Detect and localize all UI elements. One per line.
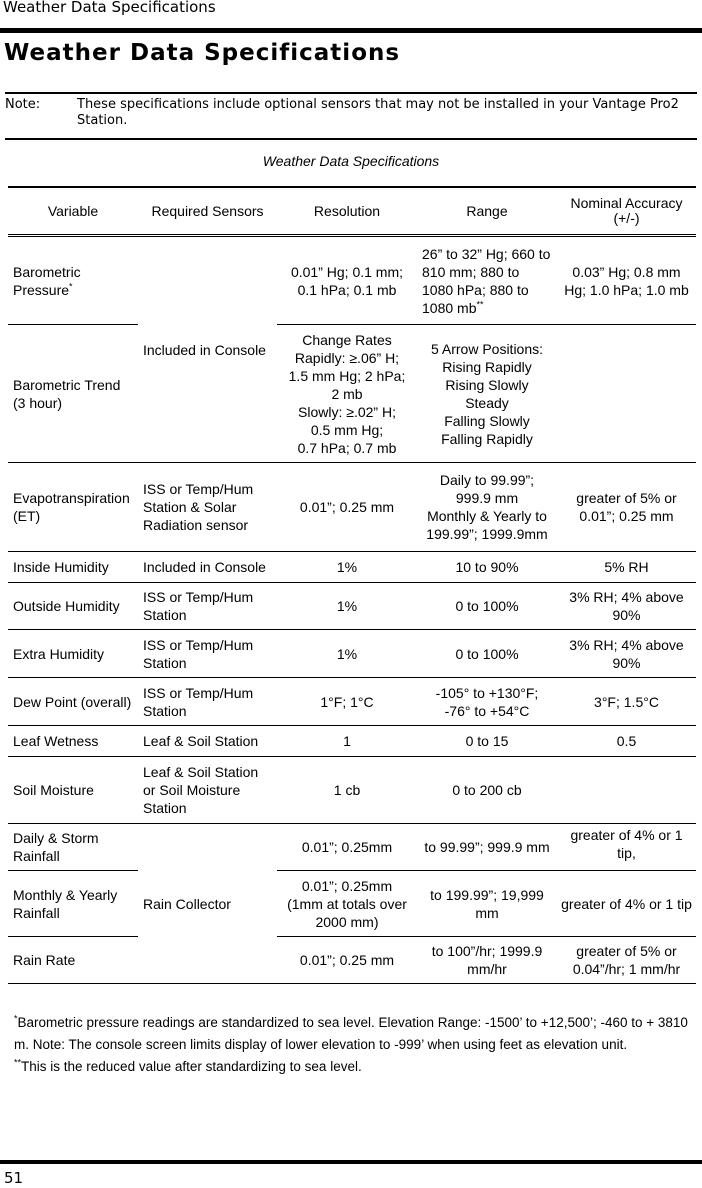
table-row bbox=[8, 824, 696, 871]
cell-range: 0 to 100% bbox=[417, 630, 557, 678]
cell-resolution: 0.01”; 0.25mm bbox=[277, 824, 417, 871]
cell-range: to 199.99”; 19,999 mm bbox=[417, 871, 557, 937]
note-label: Note: bbox=[5, 97, 41, 112]
running-header: Weather Data Specifications bbox=[3, 0, 216, 16]
cell-variable: Outside Humidity bbox=[8, 583, 138, 630]
cell-range: Daily to 99.99”; 999.9 mm Monthly & Yearly to 199.99”; 1999.9mm bbox=[417, 463, 557, 552]
cell-variable: Leaf Wetness bbox=[8, 726, 138, 757]
note-box bbox=[5, 92, 697, 140]
header-required-sensors: Required Sensors bbox=[138, 187, 277, 236]
footnote-marker: * bbox=[14, 1013, 18, 1024]
cell-range: 0 to 100% bbox=[417, 583, 557, 630]
cell-resolution: 1% bbox=[277, 630, 417, 678]
note-text: These specifications include optional sensors that may not be installed in your Vantage Pro2 Station. bbox=[77, 97, 679, 128]
footnotes bbox=[14, 1012, 694, 1078]
cell-accuracy: 0.03” Hg; 0.8 mm Hg; 1.0 hPa; 1.0 mb bbox=[557, 236, 696, 325]
footnote-marker: ** bbox=[476, 298, 484, 309]
cell-range: 0 to 15 bbox=[417, 726, 557, 757]
cell-resolution: Change Rates Rapidly: ≥.06” H; 1.5 mm Hg; 2 hPa; 2 mb Slowly: ≥.02” H; 0.5 mm Hg; 0.7 hPa; 0.7 mb bbox=[277, 325, 417, 463]
table-row bbox=[8, 552, 696, 583]
cell-sensors: Leaf & Soil Station or Soil Moisture Station bbox=[138, 757, 277, 824]
cell-range: to 99.99”; 999.9 mm bbox=[417, 824, 557, 871]
cell-resolution: 0.01” Hg; 0.1 mm; 0.1 hPa; 0.1 mb bbox=[277, 236, 417, 325]
table-row bbox=[8, 583, 696, 630]
cell-variable: Evapotranspiration (ET) bbox=[8, 463, 138, 552]
cell-accuracy: 5% RH bbox=[557, 552, 696, 583]
cell-accuracy: 3% RH; 4% above 90% bbox=[557, 630, 696, 678]
table-row bbox=[8, 236, 696, 325]
cell-accuracy: 3% RH; 4% above 90% bbox=[557, 583, 696, 630]
cell-variable: Soil Moisture bbox=[8, 757, 138, 824]
cell-sensors: ISS or Temp/Hum Station bbox=[138, 678, 277, 726]
cell-accuracy: greater of 5% or 0.01”; 0.25 mm bbox=[557, 463, 696, 552]
table-row bbox=[8, 678, 696, 726]
table-row bbox=[8, 726, 696, 757]
cell-accuracy: greater of 4% or 1 tip bbox=[557, 871, 696, 937]
cell-sensors: Included in Console bbox=[138, 236, 277, 463]
table-row bbox=[8, 757, 696, 824]
table-header-row bbox=[8, 187, 696, 236]
cell-sensors: Included in Console bbox=[138, 552, 277, 583]
cell-resolution: 1 cb bbox=[277, 757, 417, 824]
cell-range: 5 Arrow Positions: Rising Rapidly Rising Slowly Steady Falling Slowly Falling Rapidly bbox=[417, 325, 557, 463]
page-title: Weather Data Specifications bbox=[4, 40, 401, 66]
table-row bbox=[8, 463, 696, 552]
footnote-marker: ** bbox=[14, 1057, 22, 1068]
header-range: Range bbox=[417, 187, 557, 236]
cell-accuracy: 0.5 bbox=[557, 726, 696, 757]
cell-resolution: 0.01”; 0.25 mm bbox=[277, 463, 417, 552]
cell-resolution: 0.01”; 0.25 mm bbox=[277, 937, 417, 984]
cell-sensors: ISS or Temp/Hum Station bbox=[138, 583, 277, 630]
footer-rule bbox=[0, 1160, 702, 1164]
table-row bbox=[8, 630, 696, 678]
cell-variable: Daily & Storm Rainfall bbox=[8, 824, 138, 871]
cell-resolution: 1% bbox=[277, 583, 417, 630]
cell-accuracy bbox=[557, 757, 696, 824]
footnote-2: **This is the reduced value after standardizing to sea level. bbox=[14, 1057, 362, 1074]
footnote-marker: * bbox=[69, 280, 73, 291]
header-rule bbox=[0, 28, 702, 33]
cell-variable: Barometric Pressure* bbox=[8, 236, 138, 325]
cell-accuracy bbox=[557, 325, 696, 463]
footnote-1: *Barometric pressure readings are standardized to sea level. Elevation Range: -1500’ to +12,500’; -460 to + 3810 m. Note: The console screen limits display of lower elevation to -999’ when using feet as elevation unit. bbox=[14, 1013, 688, 1052]
cell-variable: Monthly & Yearly Rainfall bbox=[8, 871, 138, 937]
weather-spec-table bbox=[8, 186, 696, 984]
cell-variable: Rain Rate bbox=[8, 937, 138, 984]
cell-resolution: 1°F; 1°C bbox=[277, 678, 417, 726]
cell-resolution: 1% bbox=[277, 552, 417, 583]
cell-accuracy: greater of 4% or 1 tip, bbox=[557, 824, 696, 871]
page-number: 51 bbox=[4, 1169, 24, 1187]
cell-resolution: 0.01”; 0.25mm (1mm at totals over 2000 mm) bbox=[277, 871, 417, 937]
cell-sensors: ISS or Temp/Hum Station & Solar Radiation sensor bbox=[138, 463, 277, 552]
cell-range: 0 to 200 cb bbox=[417, 757, 557, 824]
header-variable: Variable bbox=[8, 187, 138, 236]
cell-range: 26” to 32” Hg; 660 to 810 mm; 880 to 1080 hPa; 880 to 1080 mb** bbox=[417, 236, 557, 325]
table-row bbox=[8, 325, 696, 463]
cell-sensors: Leaf & Soil Station bbox=[138, 726, 277, 757]
cell-range: 10 to 90% bbox=[417, 552, 557, 583]
cell-variable: Dew Point (overall) bbox=[8, 678, 138, 726]
cell-accuracy: greater of 5% or 0.04”/hr; 1 mm/hr bbox=[557, 937, 696, 984]
cell-sensors: ISS or Temp/Hum Station bbox=[138, 630, 277, 678]
cell-resolution: 1 bbox=[277, 726, 417, 757]
table-caption: Weather Data Specifications bbox=[262, 153, 440, 169]
table-row bbox=[8, 937, 696, 984]
cell-range: to 100”/hr; 1999.9 mm/hr bbox=[417, 937, 557, 984]
table-row bbox=[8, 871, 696, 937]
cell-variable: Inside Humidity bbox=[8, 552, 138, 583]
cell-accuracy: 3°F; 1.5°C bbox=[557, 678, 696, 726]
header-resolution: Resolution bbox=[277, 187, 417, 236]
cell-sensors: Rain Collector bbox=[138, 824, 277, 984]
cell-range: -105° to +130°F; -76° to +54°C bbox=[417, 678, 557, 726]
header-nominal-accuracy: Nominal Accuracy (+/-) bbox=[557, 187, 696, 236]
cell-variable: Extra Humidity bbox=[8, 630, 138, 678]
cell-variable: Barometric Trend (3 hour) bbox=[8, 325, 138, 463]
